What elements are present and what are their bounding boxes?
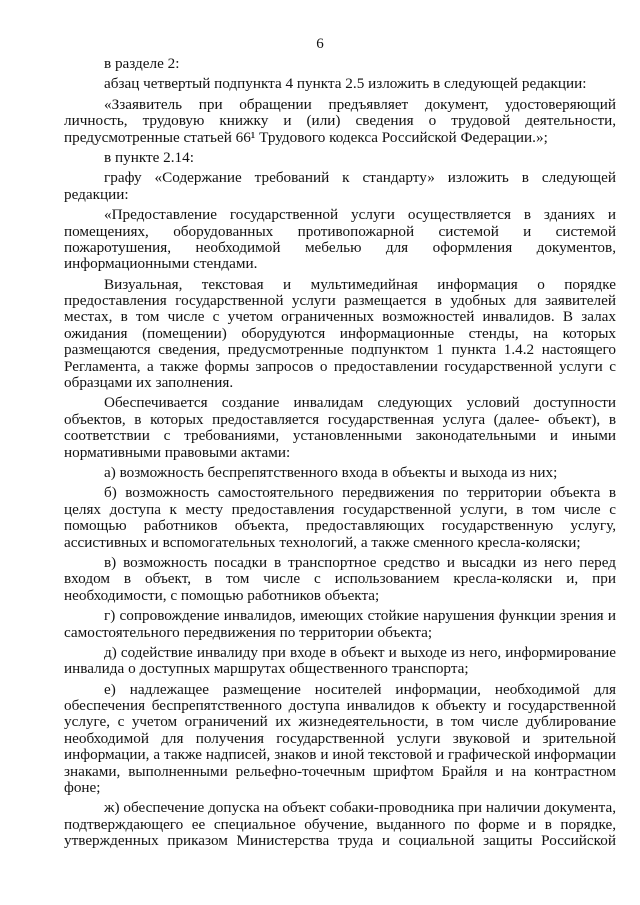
text-line: подтверждающего ее специальное обучение, выданного по форме и в порядке, [64,815,616,833]
text-line: а) возможность беспрепятственного входа в объекты и выхода из них; [104,463,558,481]
text-line: размещаются сведения, предусмотренные подпунктом 1 пункта 1.4.2 настоящего [64,341,616,359]
paragraph [64,800,616,849]
paragraph [64,277,616,392]
paragraph [64,395,616,461]
text-line: предусмотренные статьей 66¹ Трудового кодекса Российской Федерации.»; [64,128,548,146]
text-line: необходимой для получения государственной услуги звуковой и зрительной [64,729,616,747]
text-line: «Предоставление государственной услуги осуществляется в зданиях и [104,206,616,224]
text-line: г) сопровождение инвалидов, имеющих стойкие нарушения функции зрения и [104,607,616,625]
page-number: 6 [316,36,324,52]
text-line: Регламента, а также формы запросов о предоставлении государственной услуги с [64,357,616,375]
text-line: б) возможность самостоятельного передвижения по территории объекта в [104,484,616,502]
paragraph [64,207,616,273]
text-line: предоставления государственной услуги размещается в удобных для заявителей [64,292,616,310]
paragraph [64,608,616,641]
paragraph [64,465,616,481]
text-line: графу «Содержание требований к стандарту» изложить в следующей [104,169,616,187]
text-line: знаками, выполненными рельефно-точечным шрифтом Брайля и на контрастном [64,762,616,780]
text-line: абзац четвертый подпункта 4 пункта 2.5 изложить в следующей редакции: [104,75,587,93]
text-line: д) содействие инвалиду при входе в объект и выходе из него, информирование [104,643,616,661]
text-line: в разделе 2: [104,55,180,72]
text-line: в пункте 2.14: [104,148,194,166]
text-line: услуге, с учетом ограничений их жизнедеятельности, в том числе дублирование [64,713,616,731]
text-line: помощью работников объекта, предоставляющих государственную услугу, [64,517,616,535]
text-line: ассистивных и вспомогательных технологий, а также сменного кресла-коляски; [64,533,581,551]
text-line: редакции: [64,185,129,203]
paragraph [64,170,616,203]
paragraph [64,150,616,166]
paragraph [64,56,616,72]
text-line: соответствии с требованиями, установленными законодательными и иными [64,427,616,445]
text-line: местах, в том числе с учетом ограниченных возможностей инвалидов. В залах [64,308,616,326]
text-line: образцами их заполнения. [64,374,234,392]
text-line: обеспечения беспрепятственного доступа инвалидов к объекту и государственной [64,697,616,715]
text-line: нормативными правовыми актами: [64,443,291,461]
text-line: фоне; [64,779,101,797]
paragraph [64,76,616,92]
text-line: ожидания (помещении) оборудуются информационные стенды, на которых [64,324,616,342]
text-line: в) возможность посадки в транспортное средство и высадки из него перед [104,553,616,571]
text-line: инвалида о доступных маршрутах общественного транспорта; [64,660,469,678]
text-line: самостоятельного передвижения по территории объекта; [64,623,433,641]
text-line: ж) обеспечение допуска на объект собаки-проводника при наличии документа, [104,799,616,817]
text-line: информации, а также надписей, знаков и иной текстовой и графической информации [64,746,616,764]
paragraph [64,645,616,678]
text-line: Визуальная, текстовая и мультимедийная информация о порядке [104,275,616,293]
paragraph [64,485,616,551]
paragraph [64,97,616,146]
text-line: «Ззаявитель при обращении предъявляет документ, удостоверяющий [104,95,616,113]
text-line: необходимости, с помощью работников объекта; [64,586,380,604]
text-line: информационными стендами. [64,255,258,273]
text-line: входом в объект, в том числе с использованием кресла-коляски и, при [64,570,616,588]
text-line: личность, трудовую книжку и (или) сведения о трудовой деятельности, [64,112,616,130]
paragraph [64,555,616,604]
text-line: утвержденных приказом Министерства труда и социальной защиты Российской [64,832,616,850]
text-line: помещениях, оборудованных противопожарной системой и системой [64,222,616,240]
text-line: объектов, в которых предоставляется государственная услуга (далее- объект), в [64,410,616,428]
text-line: е) надлежащее размещение носителей информации, необходимой для [104,680,616,698]
paragraph [64,682,616,797]
text-line: целях доступа к месту предоставления государственной услуги, в том числе с [64,500,616,518]
document-body [64,56,616,850]
text-line: Обеспечивается создание инвалидам следующих условий доступности [104,394,616,412]
text-line: пожаротушения, необходимой мебелью для оформления документов, [64,238,616,256]
